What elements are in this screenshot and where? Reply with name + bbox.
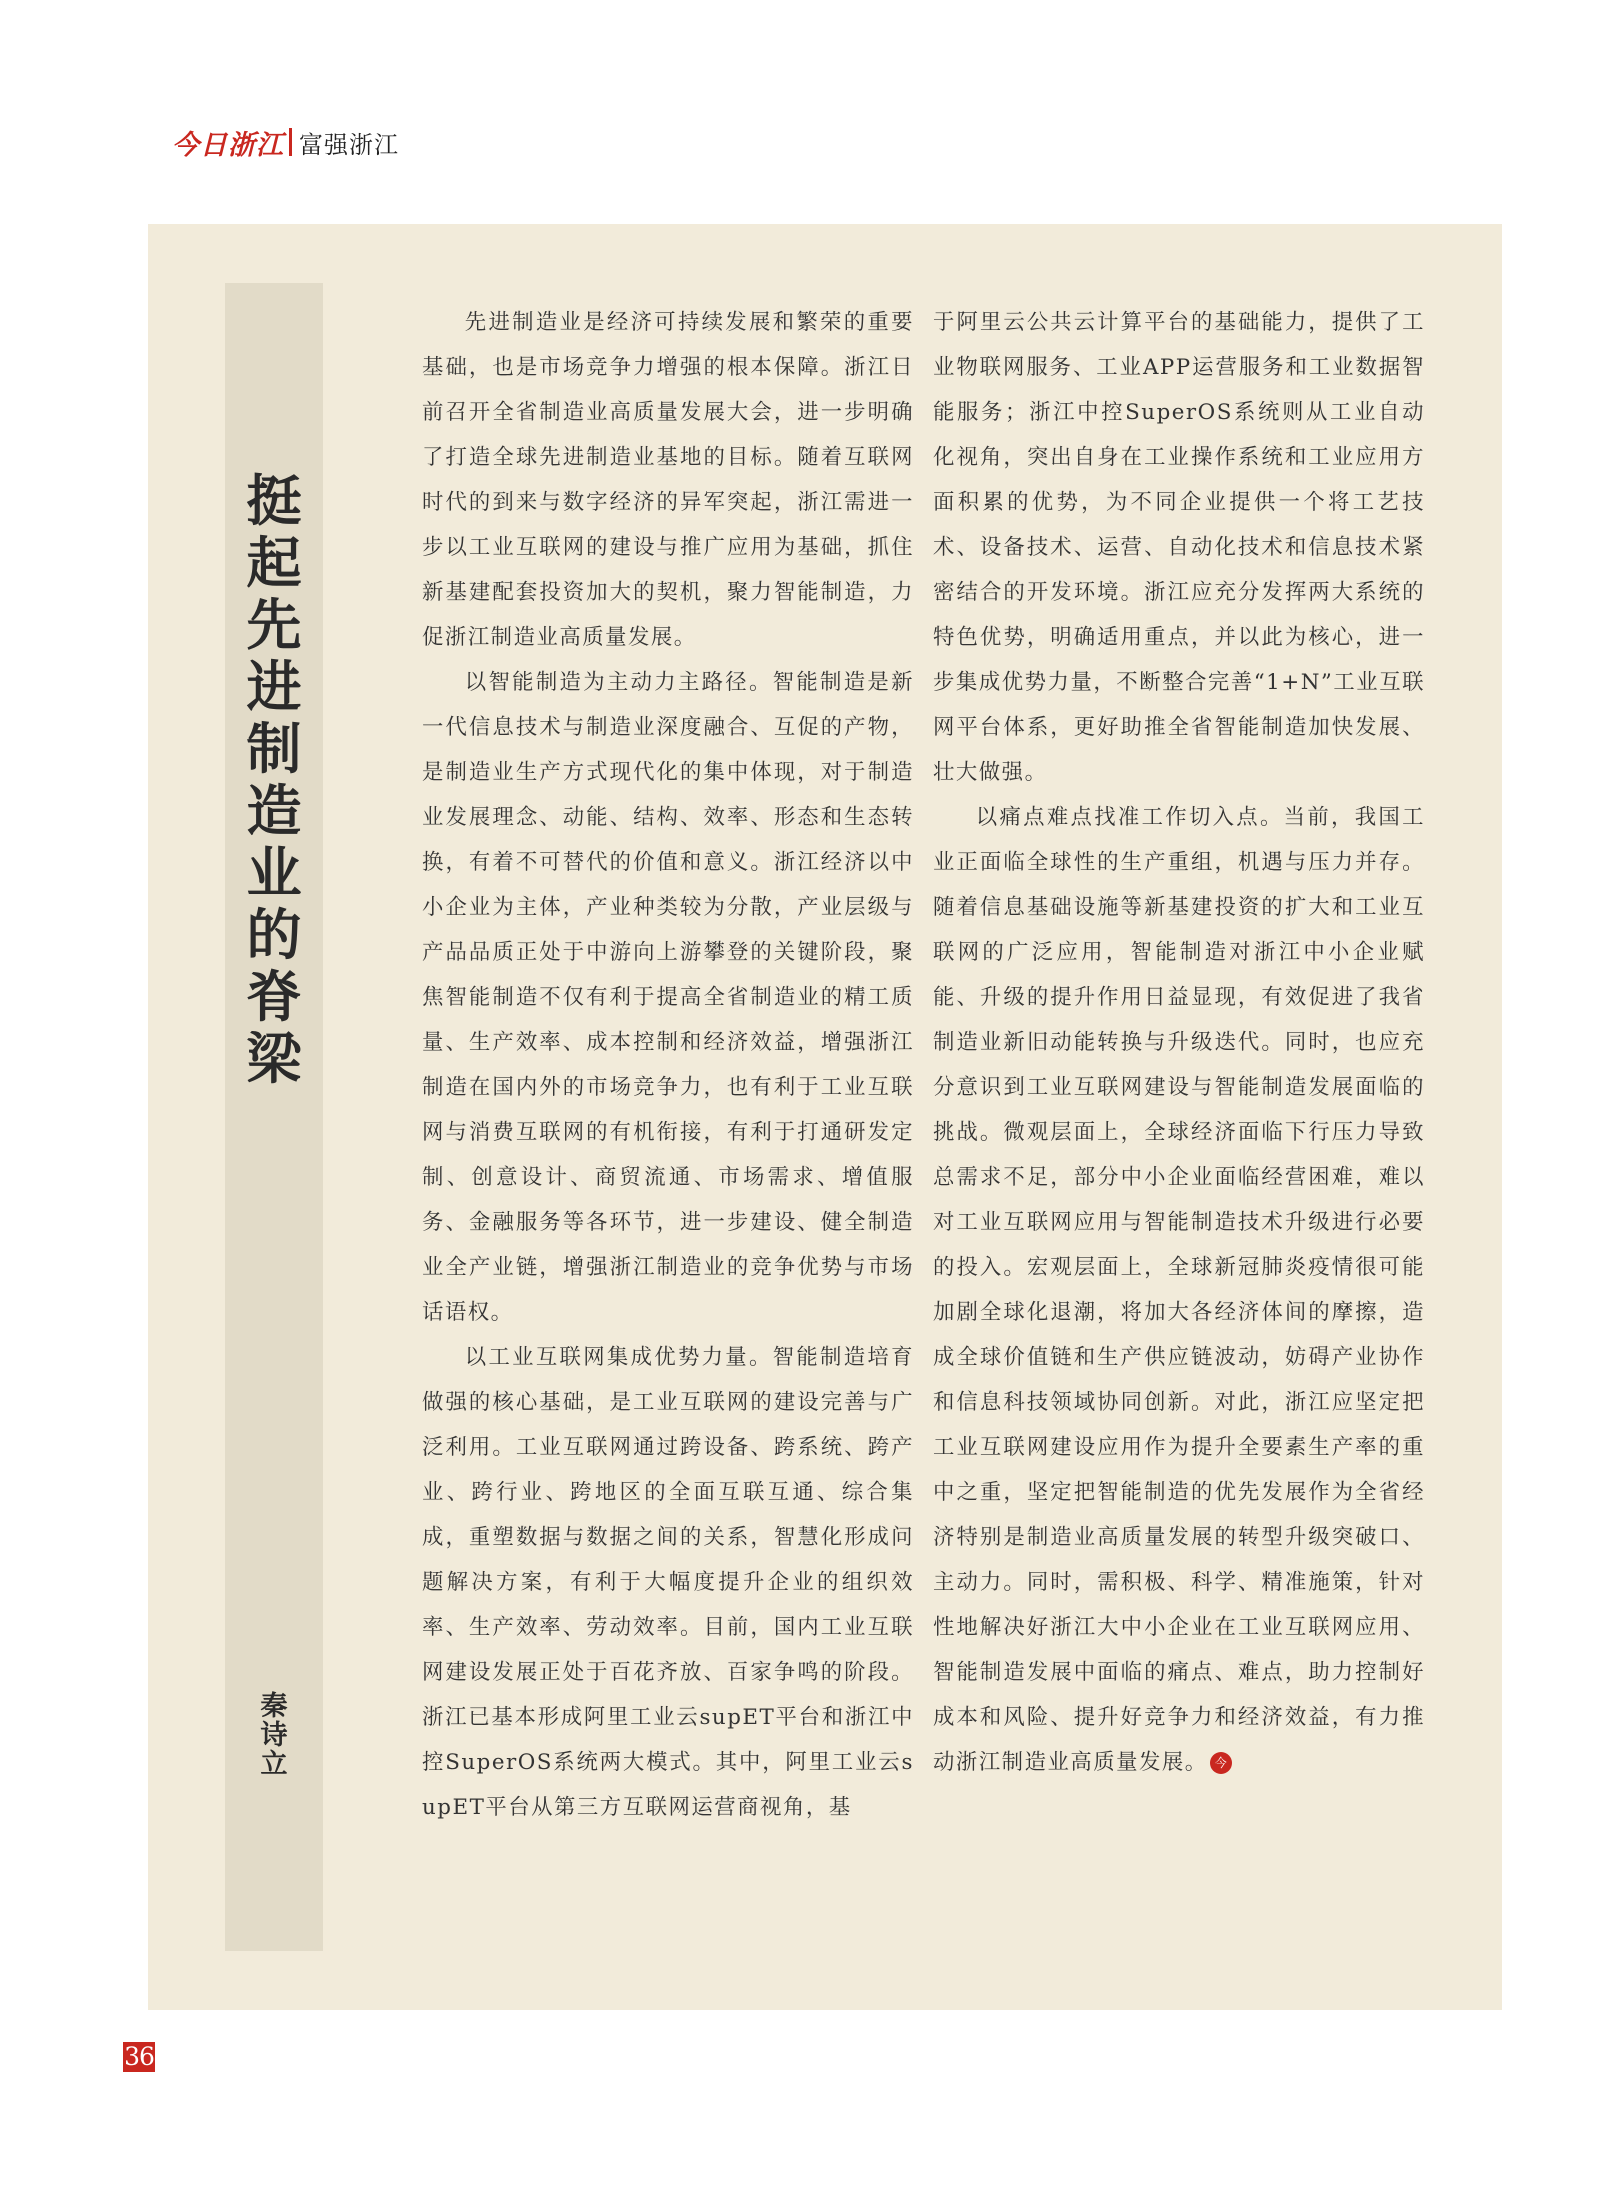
paragraph: 于阿里云公共云计算平台的基础能力，提供了工业物联网服务、工业APP运营服务和工业数据智能服务；浙江中控SuperOS系统则从工业自动化视角，突出自身在工业操作系统和工业应用方面积累的优势，为不同企业提供一个将工艺技术、设备技术、运营、自动化技术和信息技术紧密结合的开发环境。浙江应充分发挥两大系统的特色优势，明确适用重点，并以此为核心，进一步集成优势力量，不断整合完善“1+N”工业互联网平台体系，更好助推全省智能制造加快发展、壮大做强。 (933, 310, 1425, 785)
paragraph: 先进制造业是经济可持续发展和繁荣的重要基础，也是市场竞争力增强的根本保障。浙江日前召开全省制造业高质量发展大会，进一步明确了打造全球先进制造业基地的目标。随着互联网时代的到来与数字经济的异军突起，浙江需进一步以工业互联网的建设与推广应用为基础，抓住新基建配套投资加大的契机，聚力智能制造，力促浙江制造业高质量发展。 (422, 310, 914, 650)
paragraph (933, 795, 1425, 1785)
header-divider (289, 128, 292, 156)
paragraph-text: 以痛点难点找准工作切入点。当前，我国工业正面临全球性的生产重组，机遇与压力并存。随着信息基础设施等新基建投资的扩大和工业互联网的广泛应用，智能制造对浙江中小企业赋能、升级的提升作用日益显现，有效促进了我省制造业新旧动能转换与升级迭代。同时，也应充分意识到工业互联网建设与智能制造发展面临的挑战。微观层面上，全球经济面临下行压力导致总需求不足，部分中小企业面临经营困难，难以对工业互联网应用与智能制造技术升级进行必要的投入。宏观层面上，全球新冠肺炎疫情很可能加剧全球化退潮，将加大各经济体间的摩擦，造成全球价值链和生产供应链波动，妨碍产业协作和信息科技领域协同创新。对此，浙江应坚定把工业互联网建设应用作为提升全要素生产率的重中之重，坚定把智能制造的优先发展作为全省经济特别是制造业高质量发展的转型升级突破口、主动力。同时，需积极、科学、精准施策，针对性地解决好浙江大中小企业在工业互联网应用、智能制造发展中面临的痛点、难点，助力控制好成本和风险、提升好竞争力和经济效益，有力推动浙江制造业高质量发展。 (933, 805, 1425, 1775)
page-number: 36 (124, 2042, 154, 2071)
paragraph: 以智能制造为主动力主路径。智能制造是新一代信息技术与制造业深度融合、互促的产物，是制造业生产方式现代化的集中体现，对于制造业发展理念、动能、结构、效率、形态和生态转换，有着不可替代的价值和意义。浙江经济以中小企业为主体，产业种类较为分散，产业层级与产品品质正处于中游向上游攀登的关键阶段，聚焦智能制造不仅有利于提高全省制造业的精工质量、生产效率、成本控制和经济效益，增强浙江制造在国内外的市场竞争力，也有利于工业互联网与消费互联网的有机衔接，有利于打通研发定制、创意设计、商贸流通、市场需求、增值服务、金融服务等各环节，进一步建设、健全制造业全产业链，增强浙江制造业的竞争优势与市场话语权。 (422, 670, 914, 1325)
magazine-logo: 今日浙江 (172, 129, 284, 161)
paragraph: 以工业互联网集成优势力量。智能制造培育做强的核心基础，是工业互联网的建设完善与广泛利用。工业互联网通过跨设备、跨系统、跨产业、跨行业、跨地区的全面互联互通、综合集成，重塑数据与数据之间的关系，智慧化形成问题解决方案，有利于大幅度提升企业的组织效率、生产效率、劳动效率。目前，国内工业互联网建设发展正处于百花齐放、百家争鸣的阶段。浙江已基本形成阿里工业云supET平台和浙江中控SuperOS系统两大模式。其中，阿里工业云supET平台从第三方互联网运营商视角，基 (422, 1345, 914, 1820)
end-mark-icon: 今 (1210, 1752, 1232, 1774)
text-column-1 (422, 300, 914, 1830)
page-header (172, 124, 399, 160)
section-name: 富强浙江 (299, 130, 399, 159)
article-title: 挺起先进制造业的脊梁 (246, 469, 302, 1091)
text-column-2 (933, 300, 1425, 1785)
article-author: 秦诗立 (260, 1691, 288, 1780)
